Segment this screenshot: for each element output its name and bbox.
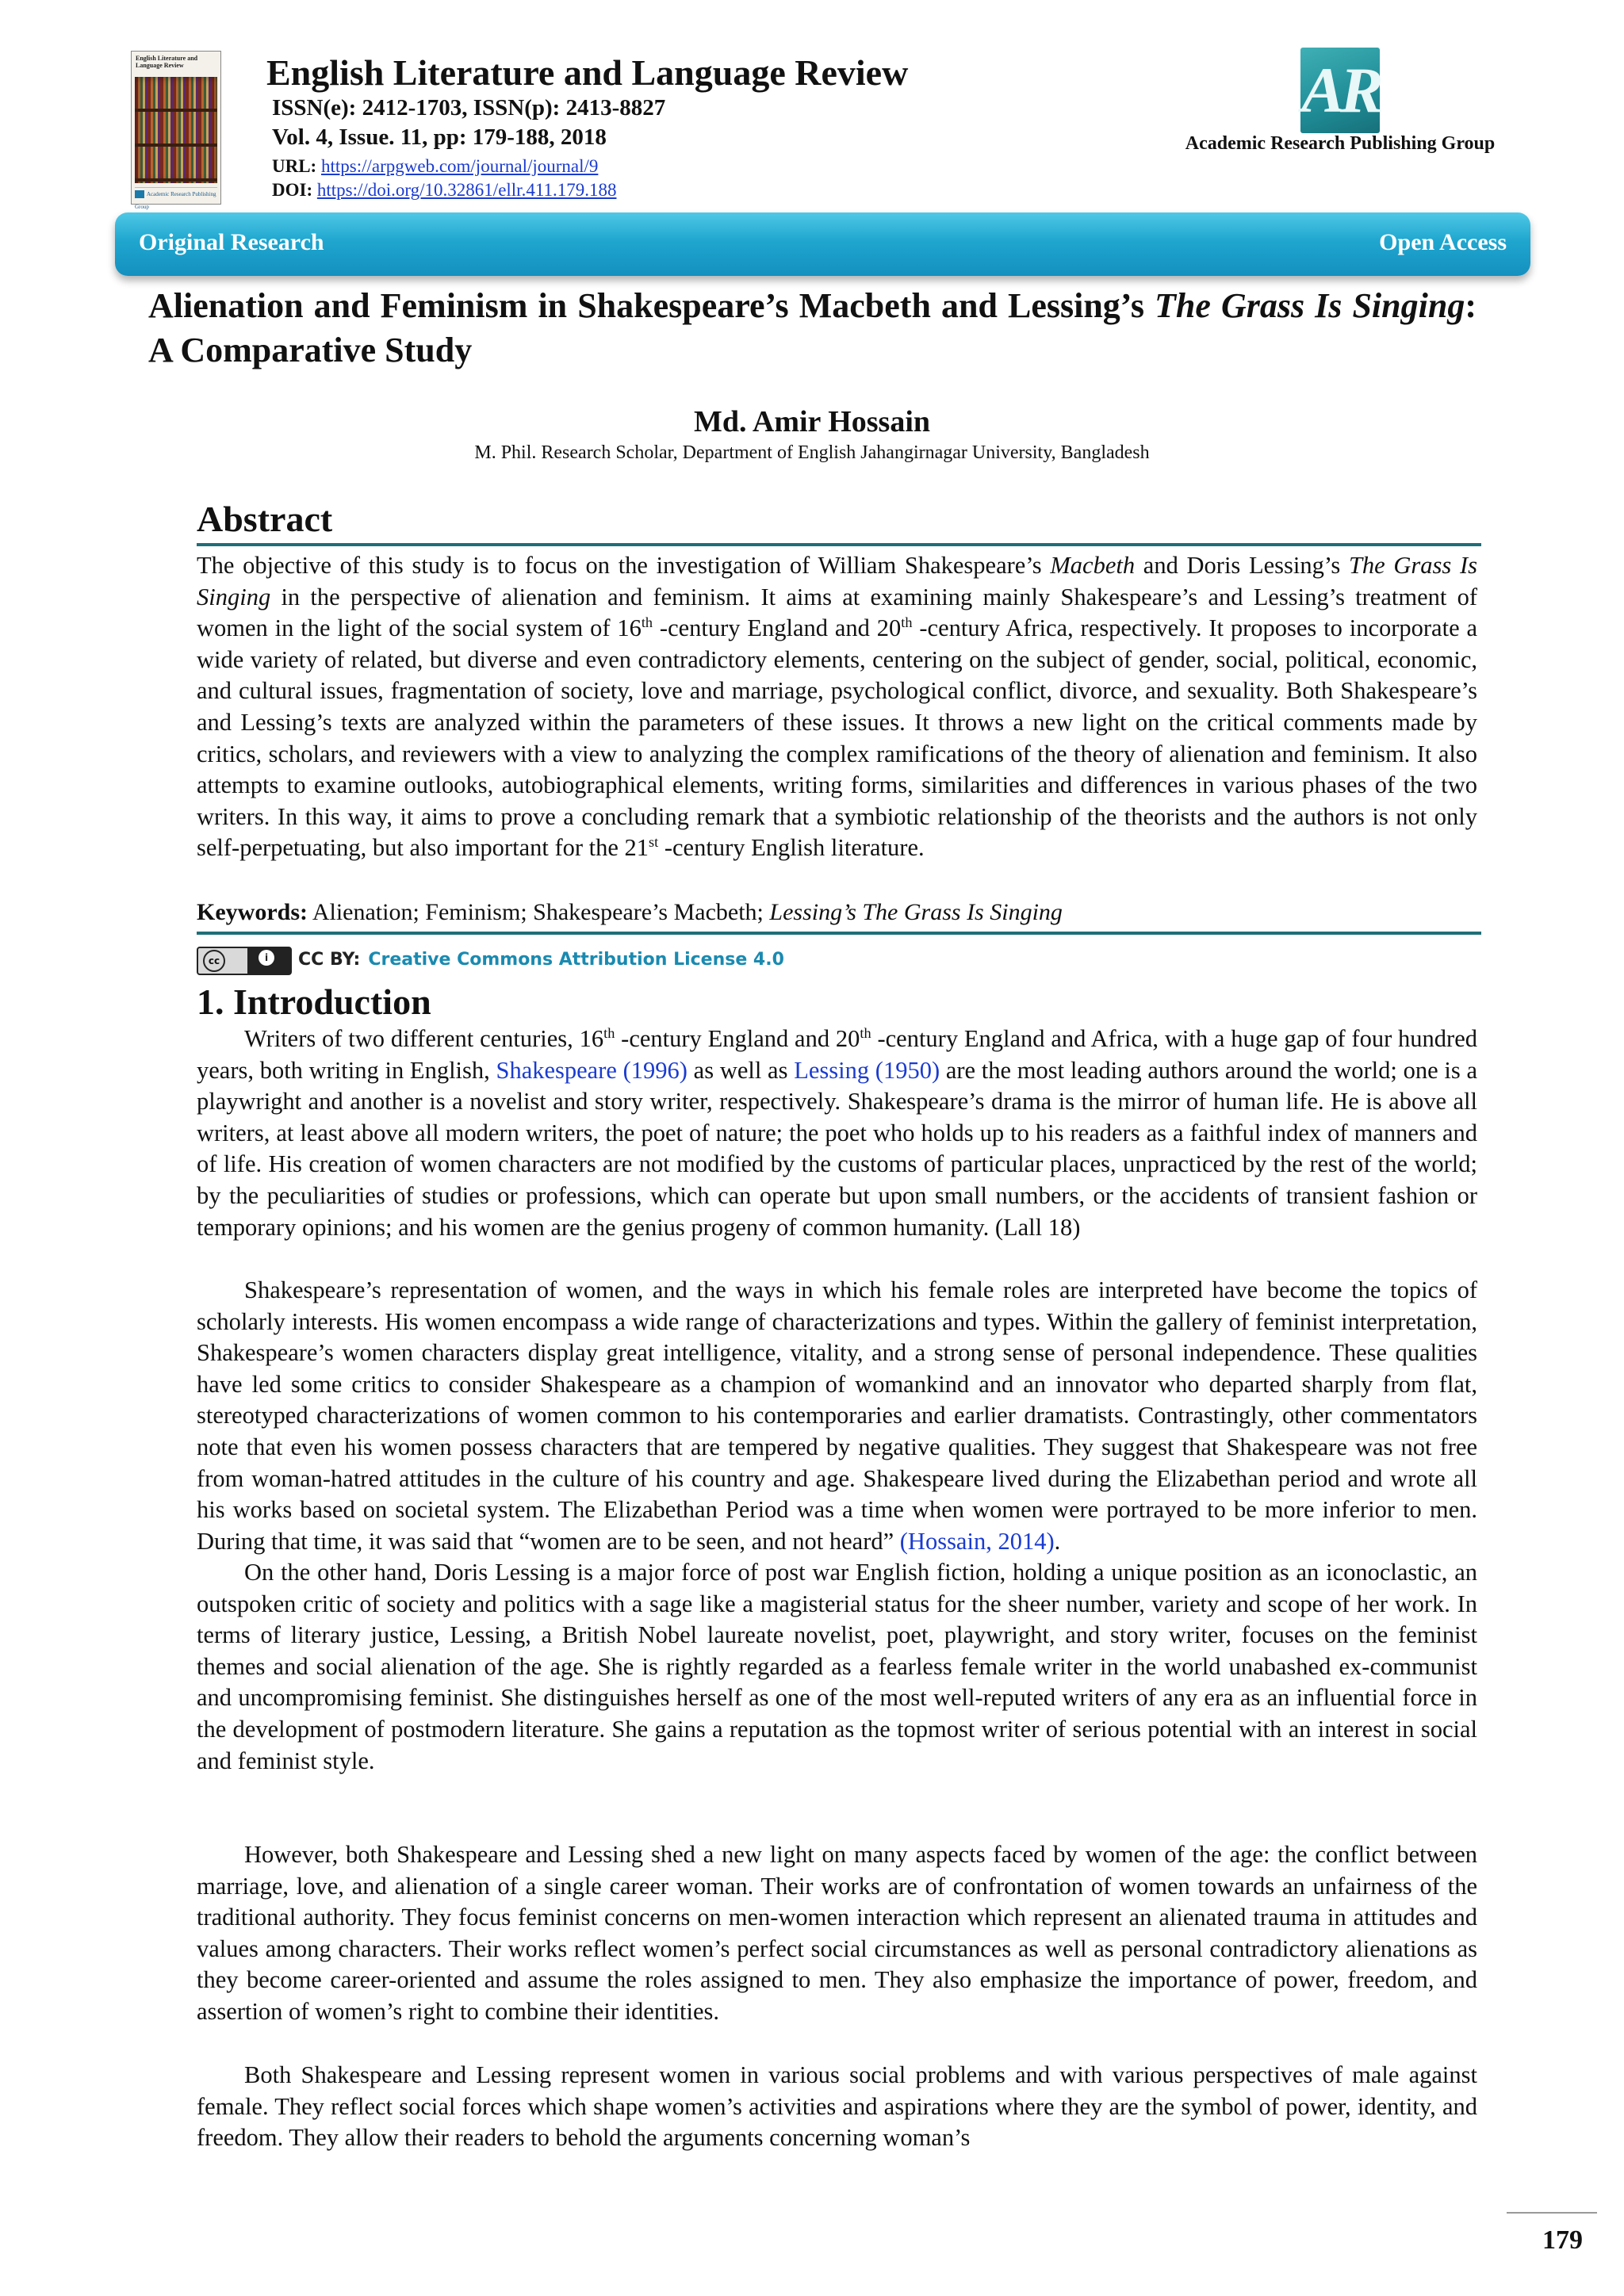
footer-rule xyxy=(1507,2212,1597,2214)
citation-shakespeare-1996[interactable]: Shakespeare (1996) xyxy=(496,1056,688,1084)
cover-title: English Literature and Language Review xyxy=(136,55,198,69)
cover-bookshelf-image xyxy=(135,77,217,183)
publisher-logo xyxy=(1300,48,1380,133)
intro-paragraph-5: Both Shakespeare and Lessing represent women in various social problems and with various perspectives of male against female. They reflect social forces which shape women’s activities and aspirations where they are the symbol of power, identity, and freedom. They allow their readers to behold the arguments concerning woman’s xyxy=(197,2061,1477,2152)
article-type-banner xyxy=(115,212,1530,276)
journal-name: English Literature and Language Review xyxy=(266,52,909,93)
banner-open-access: Open Access xyxy=(1379,229,1507,255)
journal-url-link[interactable]: https://arpgweb.com/journal/journal/9 xyxy=(320,156,599,176)
page-number: 179 xyxy=(1542,2225,1583,2255)
intro-paragraph-4: However, both Shakespeare and Lessing shed a new light on many aspects faced by women of the age: the conflict between marriage, love, and alienation of a single career woman. Their works are of confrontation of women towards an unfairness of the traditional authority. They focus feminist concerns on men-women interaction which represent an alienated trauma in attitudes and values among characters. Their works reflect women’s perfect social circumstances as well as personal contradictory alienations as they become career-oriented and assume the roles assigned to men. They also emphasize the importance of power, freedom, and assertion of women’s right to combine their identities. xyxy=(197,1841,1477,2025)
abstract-heading: Abstract xyxy=(197,499,333,539)
author-name: Md. Amir Hossain xyxy=(693,405,931,438)
license-label: CC BY: Creative Commons Attribution License 4.0 xyxy=(298,950,784,970)
publisher-name: Academic Research Publishing Group xyxy=(1185,133,1496,154)
cover-logo-icon xyxy=(135,190,144,198)
doi-label: DOI: xyxy=(272,180,313,200)
attribution-icon: i xyxy=(259,950,274,966)
keywords-line: Keywords: Alienation; Feminism; Shakespeare’s Macbeth; Lessing’s The Grass Is Singing xyxy=(197,899,1063,925)
cc-by-badge-icon[interactable] xyxy=(197,947,292,975)
cc-icon: cc xyxy=(203,950,225,972)
citation-lessing-1950[interactable]: Lessing (1950) xyxy=(794,1056,940,1084)
abstract-text: The objective of this study is to focus on the investigation of William Shakespeare’s Macbeth and Doris Lessing’s The Grass Is Singing in the perspective of alienation and feminism. It aims at examining mainly Shakespeare’s and Lessing’s treatment of women in the light of the social system of 16th -century England and 20th -century Africa, respectively. It proposes to incorporate a wide variety of related, but diverse and even contradictory elements, centering on the subject of gender, social, political, economic, and cultural issues, fragmentation of society, love and marriage, psychological conflict, divorce, and sexuality. Both Shakespeare’s and Lessing’s texts are analyzed within the parameters of these issues. It throws a new light on the critical comments made by critics, scholars, and reviewers with a view to analyzing the complex ramifications of the theory of alienation and feminism. It also attempts to examine outlooks, autobiographical elements, writing forms, similarities and differences in various phases of the two writers. In this way, it aims to prove a concluding remark that a symbiotic relationship of the theorists and the authors is not only self-perpetuating, but also important for the 21st -century English literature. xyxy=(197,552,1478,862)
cover-publisher: Academic Research Publishing Group xyxy=(135,187,217,201)
intro-paragraph-3: On the other hand, Doris Lessing is a major force of post war English fiction, holding a unique position as an iconoclastic, an outspoken critic of society and politics with a sage like a magisterial status for the sheer number, variety and scope of her work. In terms of literary justice, Lessing, a British Nobel laureate novelist, poet, playwright, and story writer, focuses on the feminist themes and social alienation of the age. She is rightly regarded as a fearless female writer in the world unabashed ex-communist and uncompromising feminist. She distinguishes herself as one of the most well-reputed writers of any era as an influential force in the development of postmodern literature. She gains a reputation as the topmost writer of serious potential with an interest in social and feminist style. xyxy=(197,1559,1477,1774)
intro-paragraph-1: Writers of two different centuries, 16th -century England and 20th -century England and Africa, with a huge gap of four hundred years, both writing in English, Shakespeare (1996) as well as Lessing (1950) are the most leading authors around the world; one is a playwright and another is a novelist and story writer, respectively. Shakespeare’s drama is the mirror of human life. He is above all writers, at least above all modern writers, the poet of nature; the poet who holds up to his readers as a faithful index of manners and of life. His creation of women characters are not modified by the customs of particular places, unpracticed by the rest of the world; by the peculiarities of studies or professions, which can operate but upon small numbers, or the accidents of transient fashion or temporary opinions; and his women are the genius progeny of common humanity. (Lall 18) xyxy=(197,1024,1478,1241)
journal-cover-thumbnail xyxy=(131,51,221,210)
journal-url-line xyxy=(272,155,598,178)
keywords-label: Keywords: xyxy=(197,899,308,925)
abstract-bottom-rule xyxy=(197,932,1481,935)
journal-doi-line xyxy=(272,179,616,201)
intro-paragraph-2: Shakespeare’s representation of women, and the ways in which his female roles are interpreted have become the topics of scholarly interests. His women encompass a wide range of characterizations and types. Within the gallery of feminist interpretation, Shakespeare’s women characters display great intelligence, vitality, and a strong sense of personal independence. These qualities have led some critics to consider Shakespeare as a champion of womankind and an innovator who departed sharply from flat, stereotyped characterizations of women common to his contemporaries and earlier dramatists. Contrastingly, other commentators note that even his women possess characters that are tempered by negative qualities. They suggest that Shakespeare was not free from woman-hatred attitudes in the culture of his country and age. Shakespeare lived during the Elizabethan period and wrote all his works based on societal system. The Elizabethan Period was a time when women were portrayed to be more inferior to men. During that time, it was said that “women are to be seen, and not heard” (Hossain, 2014). xyxy=(197,1276,1477,1555)
license-link[interactable]: Creative Commons Attribution License 4.0 xyxy=(368,950,784,970)
citation-hossain-2014[interactable]: (Hossain, 2014) xyxy=(899,1527,1055,1555)
banner-original-research: Original Research xyxy=(139,229,324,255)
publisher-logo-icon: AR xyxy=(1301,54,1379,126)
journal-volume: Vol. 4, Issue. 11, pp: 179-188, 2018 xyxy=(272,124,607,150)
abstract-top-rule xyxy=(197,543,1481,546)
url-label: URL: xyxy=(272,156,317,176)
article-title: Alienation and Feminism in Shakespeare’s Macbeth and Lessing’s The Grass Is Singing: A Comparative Study xyxy=(148,286,1477,369)
journal-issn: ISSN(e): 2412-1703, ISSN(p): 2413-8827 xyxy=(272,95,666,121)
doi-link[interactable]: https://doi.org/10.32861/ellr.411.179.188 xyxy=(316,180,617,200)
introduction-heading: 1. Introduction xyxy=(197,982,431,1022)
author-affiliation: M. Phil. Research Scholar, Department of English Jahangirnagar University, Bangladesh xyxy=(474,442,1150,463)
